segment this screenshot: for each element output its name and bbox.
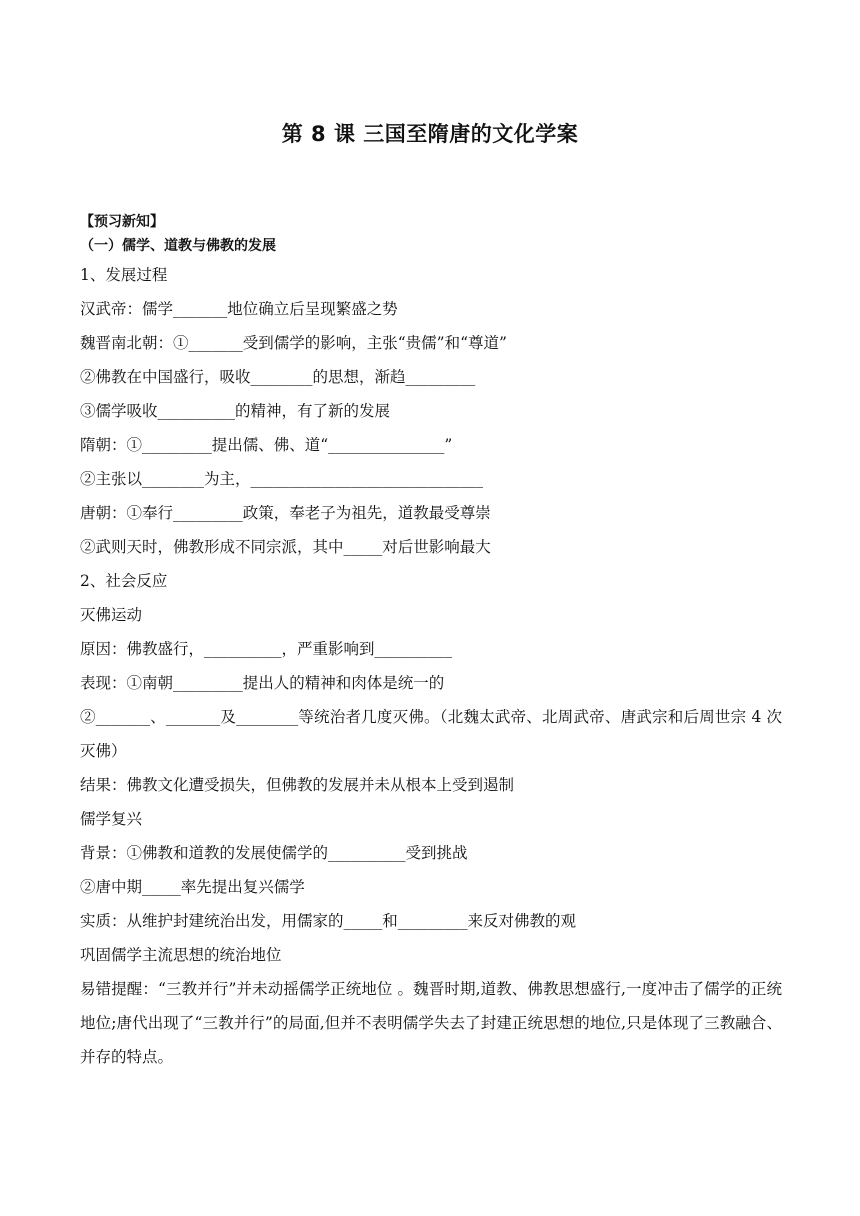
page-title: 第 8 课 三国至隋唐的文化学案 xyxy=(281,122,579,146)
text-line-background-2: ②唐中期_____率先提出复兴儒学 xyxy=(80,878,305,896)
text-para-error-tip: 易错提醒：“三教并行”并未动摇儒学正统地位 。魏晋时期,道教、佛教思想盛行,一度冲击了儒学的正统地位;唐代出现了“三教并行”的局面,但并不表明儒学失去了封建正统思想的地位,只是体现了三教融合、并存的特点。 xyxy=(80,980,782,1066)
text-line-sui-2: ②主张以________为主，______________________________ xyxy=(80,470,484,488)
text-line-consolidate: 巩固儒学主流思想的统治地位 xyxy=(80,946,282,964)
text-line-han-wudi: 汉武帝：儒学_______地位确立后呈现繁盛之势 xyxy=(80,300,398,318)
text-line-manifestation-1: 表现：①南朝_________提出人的精神和肉体是统一的 xyxy=(80,674,445,692)
heading-mie-fo: 灭佛运动 xyxy=(80,606,143,624)
text-line-weijin-3: ③儒学吸收__________的精神，有了新的发展 xyxy=(80,402,391,420)
heading-social-reaction: 2、社会反应 xyxy=(80,572,168,590)
section-heading: 【预习新知】 xyxy=(80,214,164,230)
text-line-sui-1: 隋朝：①_________提出儒、佛、道“_______________” xyxy=(80,436,453,454)
text-line-weijin-2: ②佛教在中国盛行，吸收________的思想，渐趋_________ xyxy=(80,368,476,386)
text-line-background-1: 背景：①佛教和道教的发展使儒学的__________受到挑战 xyxy=(80,844,468,862)
text-line-result: 结果：佛教文化遭受损失，但佛教的发展并未从根本上受到遏制 xyxy=(80,776,515,794)
text-line-essence: 实质：从维护封建统治出发，用儒家的_____和_________来反对佛教的观 xyxy=(80,912,577,930)
document-body xyxy=(80,210,782,1074)
text-line-tang-1: 唐朝：①奉行_________政策，奉老子为祖先，道教最受尊崇 xyxy=(80,504,491,522)
subsection-heading: （一）儒学、道教与佛教的发展 xyxy=(80,238,276,254)
text-para-manifestation-2: ②_______、_______及________等统治者几度灭佛。（北魏太武帝、北周武帝、唐武宗和后周世宗 4 次灭佛） xyxy=(80,708,782,760)
text-line-tang-2: ②武则天时，佛教形成不同宗派，其中_____对后世影响最大 xyxy=(80,538,491,556)
text-line-weijin-1: 魏晋南北朝：①_______受到儒学的影响，主张“贵儒”和“尊道” xyxy=(80,334,507,352)
heading-ru-revival: 儒学复兴 xyxy=(80,810,143,828)
heading-development-process: 1、发展过程 xyxy=(80,266,168,284)
text-line-reason: 原因：佛教盛行，__________，严重影响到__________ xyxy=(80,640,453,658)
